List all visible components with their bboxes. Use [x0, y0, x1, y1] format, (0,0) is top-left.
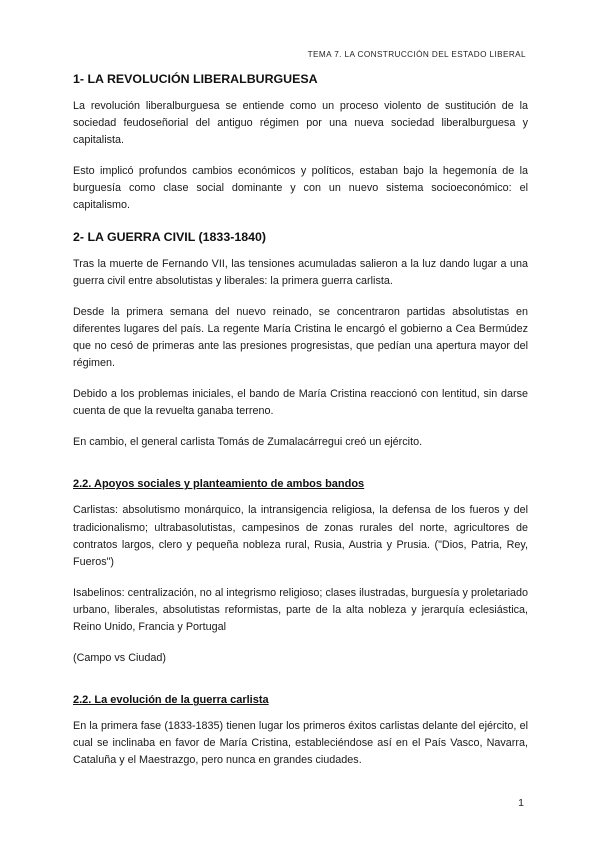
- subsection-2-2-evolution-heading: 2.2. La evolución de la guerra carlista: [73, 694, 269, 707]
- page-content: [73, 70, 528, 769]
- section-2-paragraph-2: Desde la primera semana del nuevo reinado, se concentraron partidas absolutistas en diferentes lugares del país. La regente María Cristina le encargó el gobierno a Cea Bermúdez que no cesó de primeras ante las presiones progresistas, que pedían una apertura mayor del régimen.: [73, 305, 528, 370]
- subsection-2-2-supports-heading: 2.2. Apoyos sociales y planteamiento de ambos bandos: [73, 478, 365, 491]
- section-2-paragraph-1: Tras la muerte de Fernando VII, las tensiones acumuladas salieron a la luz dando lugar a una guerra civil entre absolutistas y liberales: la primera guerra carlista.: [73, 257, 528, 287]
- page-number: 1: [518, 797, 524, 809]
- subsection-2-2-supports-paragraph-1: Carlistas: absolutismo monárquico, la intransigencia religiosa, la defensa de los fueros y del tradicionalismo; ultrabasolutistas, campesinos de zonas rurales del norte, agricultores de contratos largos, clero y pequeña nobleza rural, Rusia, Austria y Prusia. ("Dios, Patria, Rey, Fueros"): [73, 504, 528, 568]
- subsection-2-2-supports-paragraph-2: Isabelinos: centralización, no al integrismo religioso; clases ilustradas, burguesía y proletariado urbano, liberales, absolutistas reformistas, parte de la alta nobleza y jerarquía eclesiástica, Reino Unido, Francia y Portugal: [73, 586, 528, 633]
- section-2-paragraph-4: En cambio, el general carlista Tomás de Zumalacárregui creó un ejército.: [73, 436, 423, 449]
- subsection-2-2-supports-paragraph-3: (Campo vs Ciudad): [73, 652, 167, 665]
- section-1-paragraph-2: Esto implicó profundos cambios económicos y políticos, estaban bajo la hegemonía de la burguesía como clase social dominante y con un nuevo sistema socioeconómico: el capitalismo.: [73, 165, 528, 212]
- subsection-2-2-evolution-paragraph-1: En la primera fase (1833-1835) tienen lugar los primeros éxitos carlistas delante del ejército, el cual se inclinaba en favor de María Cristina, estableciéndose así en el País Vasco, Navarra, Cataluña y el Maestrazgo, pero nunca en grandes ciudades.: [73, 720, 528, 767]
- section-2-paragraph-3: Debido a los problemas iniciales, el bando de María Cristina reaccionó con lentitud, sin darse cuenta de que la revuelta ganaba terreno.: [73, 388, 528, 418]
- running-header: TEMA 7. LA CONSTRUCCIÓN DEL ESTADO LIBERAL: [307, 50, 526, 59]
- section-1-heading: 1- LA REVOLUCIÓN LIBERALBURGUESA: [73, 72, 318, 86]
- section-1-paragraph-1: La revolución liberalburguesa se entiende como un proceso violento de sustitución de la sociedad feudoseñorial del antiguo régimen por una nueva sociedad liberalburguesa y capitalista.: [73, 100, 528, 147]
- section-2-heading: 2- LA GUERRA CIVIL (1833-1840): [73, 229, 267, 244]
